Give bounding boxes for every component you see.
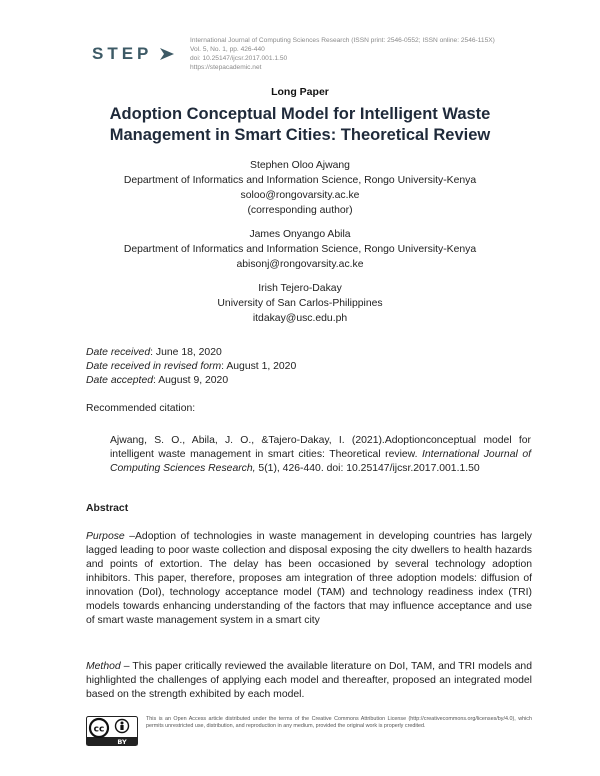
recommended-citation-label: Recommended citation: bbox=[86, 403, 196, 414]
submission-dates bbox=[86, 346, 532, 388]
author-email[interactable]: soloo@rongovarsity.ac.ke bbox=[240, 190, 360, 201]
cc-by-badge-icon bbox=[86, 716, 138, 746]
author-email[interactable]: itdakay@usc.edu.ph bbox=[252, 313, 348, 324]
author-list bbox=[60, 158, 540, 335]
paper-title: Adoption Conceptual Model for Intelligent Waste Management in Smart Cities: Theoretical Review bbox=[109, 105, 491, 144]
author-email[interactable]: abisonj@rongovarsity.ac.ke bbox=[236, 259, 364, 270]
journal-name: International Journal of Computing Sciences Research (ISSN print: 2546-0552; ISSN online: 2546-115X) bbox=[190, 37, 495, 44]
by-badge-text: BY bbox=[117, 738, 127, 746]
step-logo bbox=[92, 44, 176, 64]
journal-info bbox=[190, 36, 570, 72]
date-received: Date received: June 18, 2020 bbox=[86, 347, 222, 358]
author-name: Stephen Oloo Ajwang bbox=[250, 160, 350, 171]
abstract-method: Method – This paper critically reviewed the available literature on DoI, TAM, and TRI models and highlighted the challenges of applying each model and thereafter, proposed an integrated model based on the strength exhibited by each model. bbox=[86, 661, 532, 700]
paper-type: Long Paper bbox=[271, 86, 329, 98]
date-revised: Date received in revised form: August 1, 2020 bbox=[86, 361, 297, 372]
license-footer bbox=[86, 716, 532, 756]
author-name: James Onyango Abila bbox=[249, 229, 351, 240]
author-block bbox=[60, 158, 540, 218]
author-affiliation: Department of Informatics and Information Science, Rongo University-Kenya bbox=[123, 175, 477, 186]
journal-volume: Vol. 5, No. 1, pp. 426-440 bbox=[190, 46, 265, 53]
author-name: Irish Tejero-Dakay bbox=[258, 283, 342, 294]
journal-header bbox=[0, 0, 600, 80]
license-text: This is an Open Access article distributed under the terms of the Creative Commons Attribution License (http://creativecommons.org/licenses/by/4.0), which permits unrestricted use, distribution, and reproduction in any medium, provided the original work is properly credited. bbox=[146, 716, 532, 730]
citation-text: Ajwang, S. O., Abila, J. O., &Tajero-Dakay, I. (2021).Adoptionconceptual model for intelligent waste management in smart cities: Theoretical review. International Journal of Computing Sciences Research, 5(1), 426-440. doi: 10.25147/ijcsr.2017.001.1.50 bbox=[110, 435, 531, 474]
logo-arrow-icon bbox=[158, 45, 176, 63]
date-accepted: Date accepted: August 9, 2020 bbox=[86, 375, 229, 386]
author-block bbox=[60, 227, 540, 272]
author-affiliation: University of San Carlos-Philippines bbox=[217, 298, 383, 309]
journal-url[interactable]: https://stepacademic.net bbox=[190, 64, 262, 71]
cc-badge-text: cc bbox=[93, 724, 105, 735]
abstract-heading: Abstract bbox=[86, 503, 129, 514]
abstract-purpose: Purpose –Adoption of technologies in waste management in developing countries has largely lagged leading to poor waste collection and disposal exposing the city dwellers to health hazards and points of extortion. The delay has been occasioned by several technology adoption inhibitors. This paper, therefore, proposes am integration of three adoption models: diffusion of innovation (DoI), technology acceptance model (TAM) and technology readiness index (TRI) models towards enhancing understanding of the factors that may influence acceptance and use of smart waste management system in a smart city bbox=[86, 531, 532, 626]
author-affiliation: Department of Informatics and Information Science, Rongo University-Kenya bbox=[123, 244, 477, 255]
author-block bbox=[60, 281, 540, 326]
author-note: (corresponding author) bbox=[247, 205, 353, 216]
logo-text: STEP bbox=[92, 44, 153, 63]
journal-doi: doi: 10.25147/ijcsr.2017.001.1.50 bbox=[190, 55, 288, 62]
